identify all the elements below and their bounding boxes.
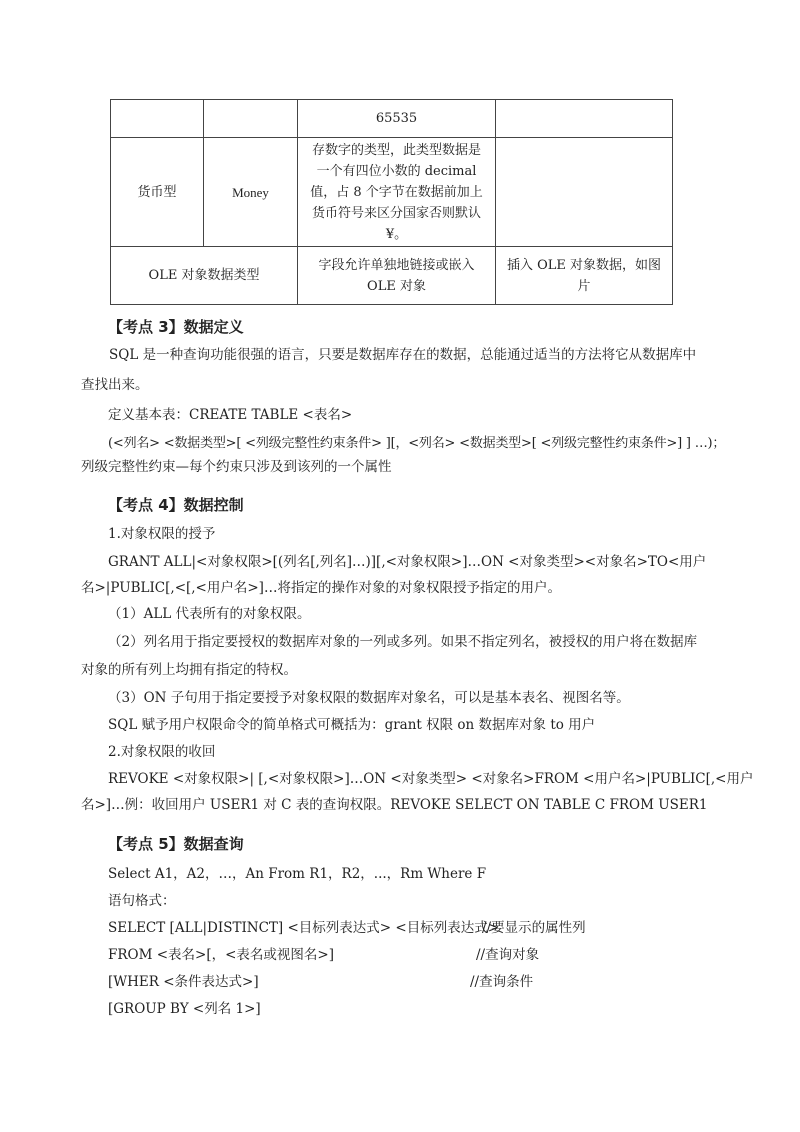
cell-line: 货币符号来区分国家否则默认	[311, 205, 481, 221]
paragraph-line: （3）ON 子句用于指定要授予对象权限的数据库对象名，可以是基本表名、视图名等。	[108, 690, 630, 706]
table-cell	[496, 100, 673, 138]
table-cell: OLE 对象数据类型	[111, 247, 298, 305]
paragraph-line: 对象的所有列上均拥有指定的特权。	[81, 662, 297, 678]
code-line: FROM <表名>[，<表名或视图名>]	[108, 947, 334, 963]
cell-line: OLE 对象	[367, 278, 426, 294]
section-heading: 【考点 5】数据查询	[108, 835, 244, 853]
table-cell: 货币型	[111, 138, 204, 247]
cell-line: 值，占 8 个字节在数据前加上	[310, 184, 483, 200]
table-cell	[204, 100, 298, 138]
paragraph-line: （1）ALL 代表所有的对象权限。	[108, 606, 311, 622]
paragraph-line: SQL 是一种查询功能很强的语言，只要是数据库存在的数据，总能通过适当的方法将它从数据库中	[109, 347, 697, 363]
paragraph-line: 名>]…例：收回用户 USER1 对 C 表的查询权限。REVOKE SELECT ON TABLE C FROM USER1	[81, 797, 708, 813]
cell-line: 片	[577, 278, 591, 294]
cell-line: 一个有四位小数的 decimal	[316, 163, 477, 179]
cell-line: ¥。	[385, 226, 408, 242]
paragraph-line: SQL 赋予用户权限命令的简单格式可概括为：grant 权限 on 数据库对象 to 用户	[108, 717, 596, 733]
paragraph-line: GRANT ALL|<对象权限>[(列名[,列名]…)][,<对象权限>]…ON <对象类型><对象名>TO<用户	[108, 554, 707, 570]
code-comment: //要显示的属性列	[482, 920, 586, 936]
table-cell: 65535	[298, 100, 496, 138]
table-cell	[496, 138, 673, 247]
section-heading: 【考点 3】数据定义	[108, 318, 244, 336]
code-line: [GROUP BY <列名 1>]	[108, 1001, 261, 1017]
code-line: [WHER <条件表达式>]	[108, 974, 259, 990]
table-row	[111, 247, 673, 305]
paragraph-line: 列级完整性约束—每个约束只涉及到该列的一个属性	[81, 459, 392, 475]
section-heading: 【考点 4】数据控制	[108, 496, 244, 514]
cell-line: 存数字的类型，此类型数据是	[311, 142, 481, 158]
code-line: SELECT [ALL|DISTINCT] <目标列表达式> <目标列表达式>	[108, 920, 500, 936]
paragraph-line: 名>|PUBLIC[,<[,<用户名>]…将指定的操作对象的对象权限授予指定的用户。	[81, 580, 561, 596]
paragraph-line: 查找出来。	[81, 377, 149, 393]
subheading: 2.对象权限的收回	[108, 744, 216, 760]
table-cell: Money	[204, 138, 298, 247]
paragraph-line: 语句格式：	[108, 893, 176, 909]
cell-line: 插入 OLE 对象数据，如图	[506, 257, 662, 273]
table-cell	[111, 100, 204, 138]
code-comment: //查询条件	[470, 974, 534, 990]
paragraph-line: （2）列名用于指定要授权的数据库对象的一列或多列。如果不指定列名，被授权的用户将在数据库	[108, 634, 698, 650]
paragraph-line: (<列名> <数据类型>[ <列级完整性约束条件> ][，<列名> <数据类型>[ <列级完整性约束条件>] ] …)；	[108, 436, 726, 451]
table-row	[111, 100, 673, 138]
data-type-table	[110, 99, 673, 305]
table-row	[111, 138, 673, 247]
table-cell	[298, 138, 496, 247]
subheading: 1.对象权限的授予	[108, 526, 216, 542]
cell-line: 字段允许单独地链接或嵌入	[318, 257, 475, 273]
paragraph-line: 定义基本表：CREATE TABLE <表名>	[108, 407, 353, 423]
table-cell	[298, 247, 496, 305]
code-comment: //查询对象	[476, 947, 540, 963]
paragraph-line: Select A1，A2，…，An From R1，R2，...，Rm Where F	[108, 866, 487, 882]
table-cell	[496, 247, 673, 305]
paragraph-line: REVOKE <对象权限>| [,<对象权限>]…ON <对象类型> <对象名>FROM <用户名>|PUBLIC[,<用户	[108, 771, 754, 787]
